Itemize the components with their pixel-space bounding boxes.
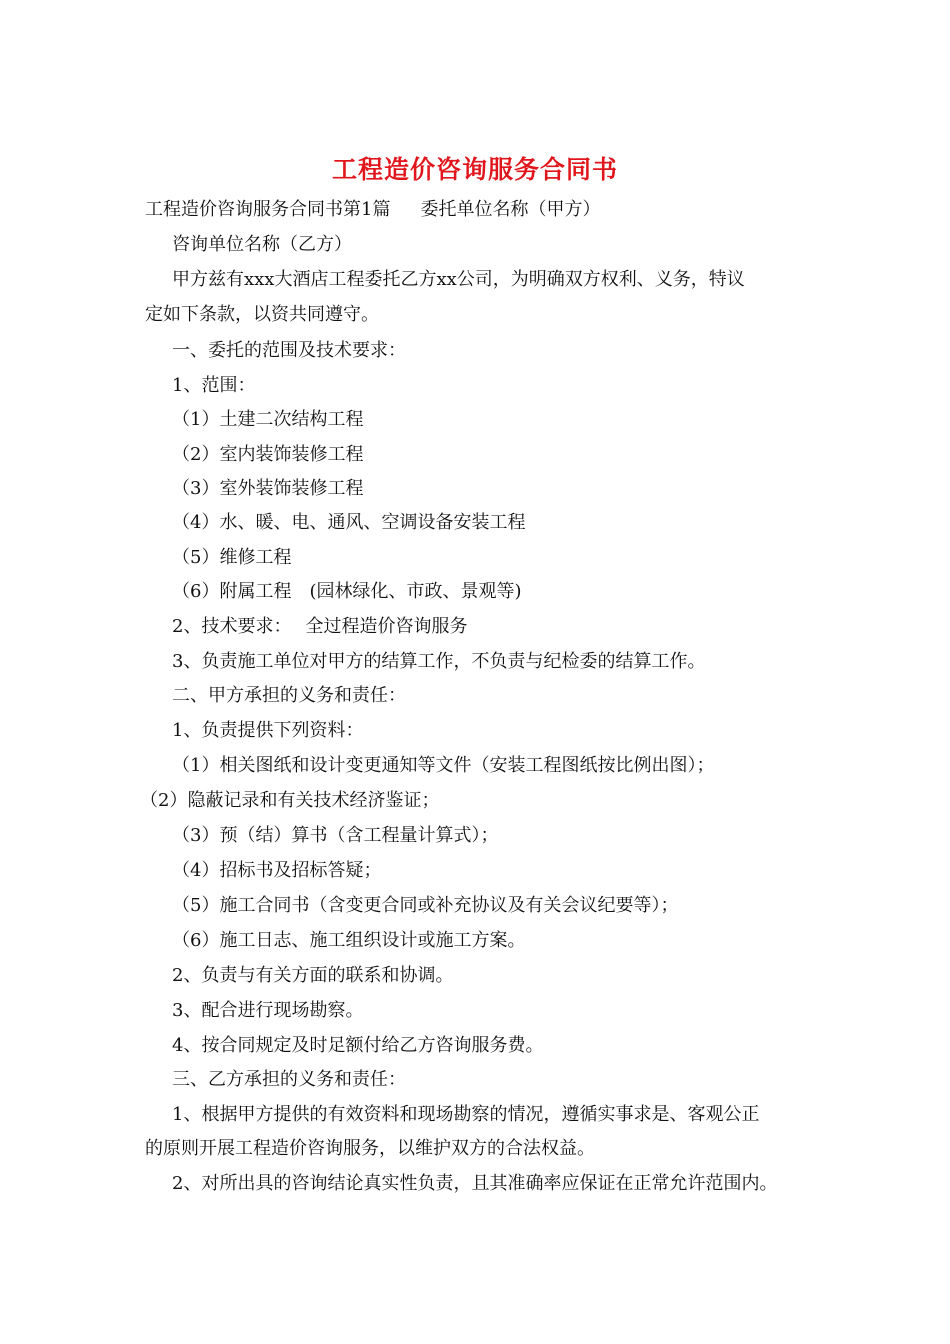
material-item: （3）预（结）算书（含工程量计算式）； [172,825,499,846]
scope-heading: 1、范围： [172,375,256,396]
header-line-part2: 委托单位名称（甲方） [420,199,601,220]
scope-item: （5）维修工程 [172,547,292,568]
tech-requirements-value: 全过程造价咨询服务 [305,616,468,637]
consultant-line: 咨询单位名称（乙方） [172,234,352,255]
section1-heading: 一、委托的范围及技术要求： [172,340,406,361]
scope-item: （3）室外装饰装修工程 [172,478,364,499]
section3-point1-line1: 1、根据甲方提供的有效资料和现场勘察的情况，遵循实事求是、客观公正 [172,1104,760,1125]
material-item: （2）隐蔽记录和有关技术经济鉴证； [140,790,440,811]
document-title: 工程造价咨询服务合同书 [331,155,618,184]
scope-item: （4）水、暖、电、通风、空调设备安装工程 [172,512,526,533]
material-item: （6）施工日志、施工组织设计或施工方案。 [172,930,526,951]
scope-item: （1）土建二次结构工程 [172,409,364,430]
section2-point1: 1、负责提供下列资料： [172,720,364,741]
tech-requirements-label: 2、技术要求： [172,616,292,637]
section3-heading: 三、乙方承担的义务和责任： [172,1069,406,1090]
tech-requirements-line [172,615,467,639]
intro-line-2: 定如下条款，以资共同遵守。 [145,304,379,325]
section2-point4: 4、按合同规定及时足额付给乙方咨询服务费。 [172,1035,544,1056]
material-item: （1）相关图纸和设计变更通知等文件（安装工程图纸按比例出图）； [172,755,715,776]
material-item: （4）招标书及招标答疑； [172,860,382,881]
header-line-part1: 工程造价咨询服务合同书第1篇 [145,199,391,220]
section1-point3: 3、负责施工单位对甲方的结算工作，不负责与纪检委的结算工作。 [172,651,706,672]
scope-item: （6）附属工程 (园林绿化、市政、景观等) [172,581,522,602]
scope-item: （2）室内装饰装修工程 [172,444,364,465]
intro-line-1: 甲方兹有xxx大酒店工程委托乙方xx公司，为明确双方权利、义务，特议 [172,269,745,290]
section2-point2: 2、负责与有关方面的联系和协调。 [172,965,454,986]
section2-heading: 二、甲方承担的义务和责任： [172,685,406,706]
material-item: （5）施工合同书（含变更合同或补充协议及有关会议纪要等）； [172,895,679,916]
section3-point2: 2、对所出具的咨询结论真实性负责，且其准确率应保证在正常允许范围内。 [172,1173,778,1194]
section3-point1-line2: 的原则开展工程造价咨询服务，以维护双方的合法权益。 [145,1138,595,1159]
section2-point3: 3、配合进行现场勘察。 [172,1000,364,1021]
header-line [145,198,600,222]
